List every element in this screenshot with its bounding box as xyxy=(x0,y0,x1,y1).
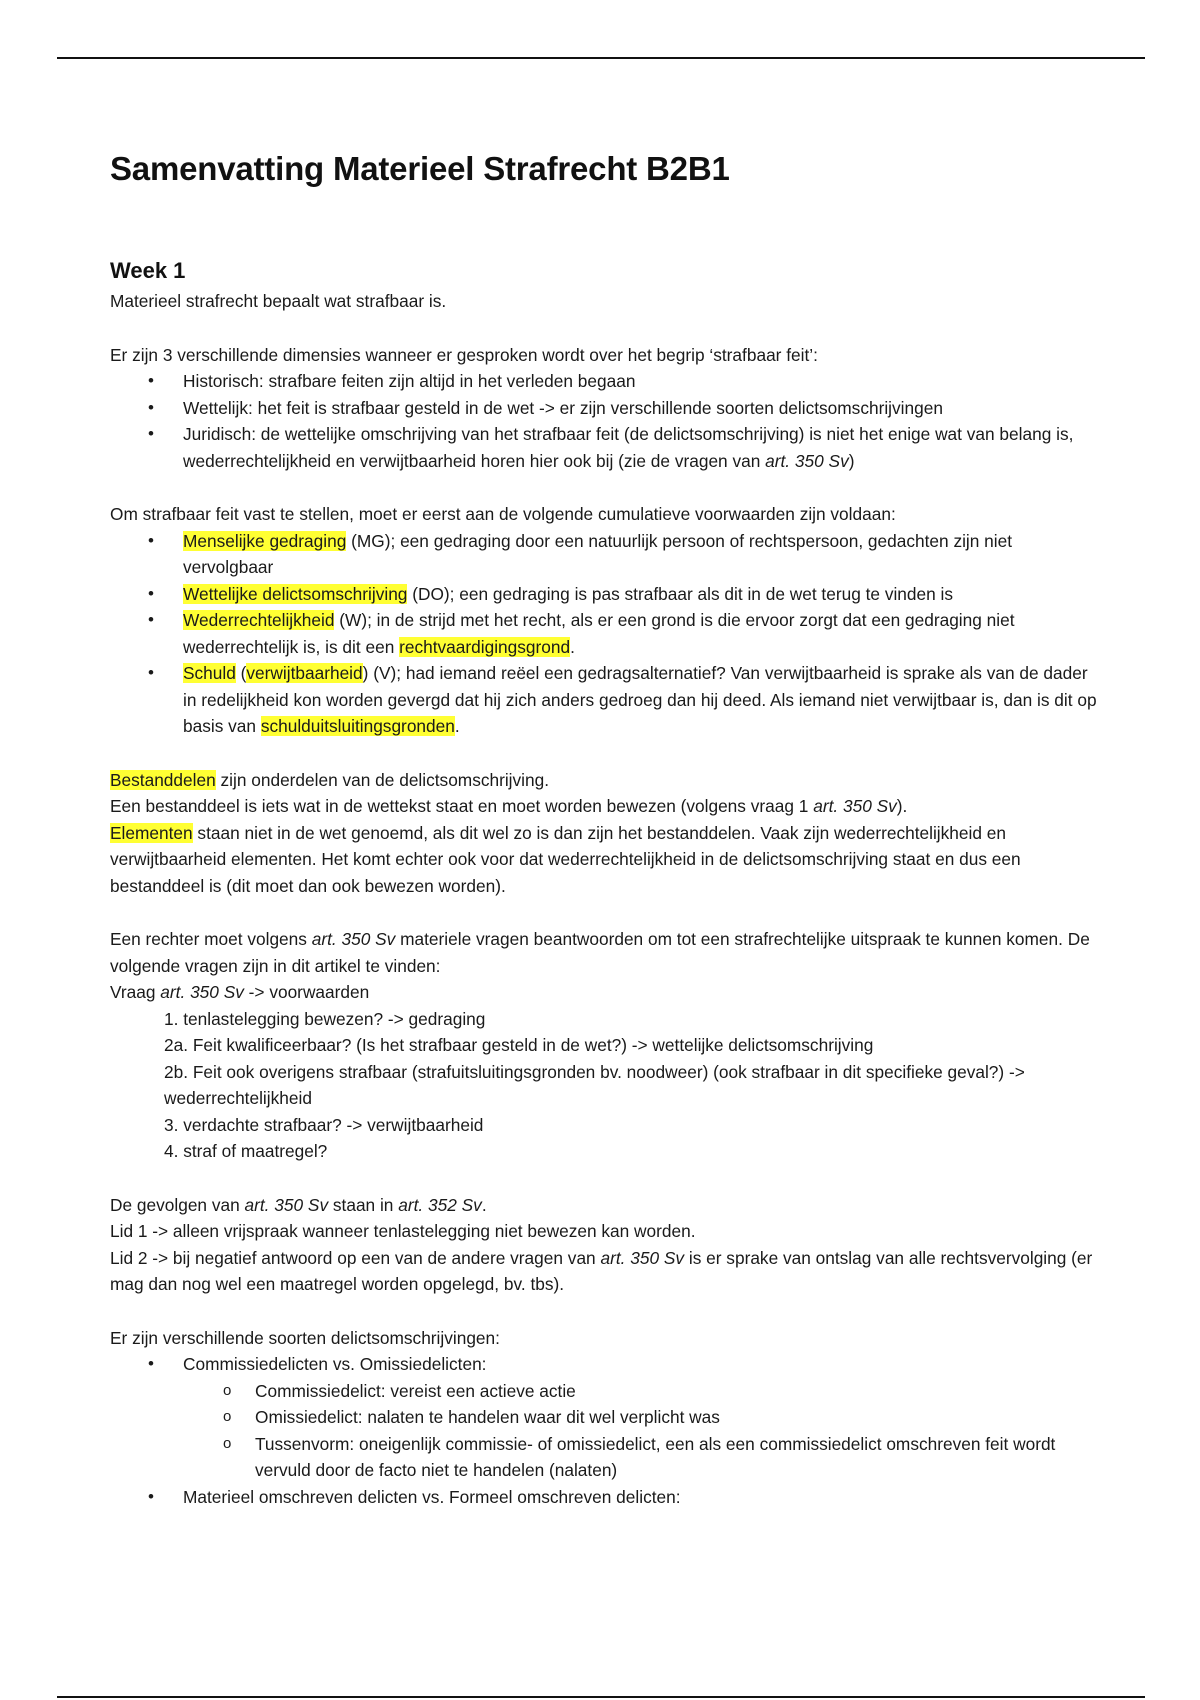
dimensions-list xyxy=(110,368,1100,474)
highlight-term: Wettelijke delictsomschrijving xyxy=(183,583,408,604)
lid-2: Lid 2 -> bij negatief antwoord op een van de andere vragen van art. 350 Sv is er sprake van ontslag van alle rechtsvervolging (er mag dan nog wel een maatregel worden opgelegd, bv. tbs). xyxy=(110,1247,1093,1294)
bestanddelen-paragraph: Bestanddelen zijn onderdelen van de delictsomschrijving. xyxy=(110,769,550,790)
bottom-rule xyxy=(57,1696,1145,1698)
sub-list-item: o Commissiedelict: vereist een actieve actie xyxy=(183,1378,1100,1405)
list-item: • Historisch: strafbare feiten zijn altijd in het verleden begaan xyxy=(110,368,1100,395)
question-item: 1. tenlastelegging bewezen? -> gedraging xyxy=(164,1008,486,1029)
sub-list xyxy=(183,1378,1100,1484)
bestanddeel-definition: Een bestanddeel is iets wat in de wettekst staat en moet worden bewezen (volgens vraag 1 art. 350 Sv). xyxy=(110,796,908,816)
highlight-term: Wederrechtelijkheid xyxy=(183,610,335,630)
soorten-lead: Er zijn verschillende soorten delictsomschrijvingen: xyxy=(110,1327,500,1348)
intro-paragraph: Materieel strafrecht bepaalt wat strafbaar is. xyxy=(110,291,447,311)
question-item: 4. straf of maatregel? xyxy=(164,1141,328,1161)
list-item: • Wettelijke delictsomschrijving (DO); een gedraging is pas strafbaar als dit in de wet terug te vinden is xyxy=(110,581,1100,608)
document-page xyxy=(110,150,1100,1510)
list-item: • Wederrechtelijkheid (W); in de strijd met het recht, als er een grond is die ervoor zorgt dat een gedraging niet wederrechtelijk is, is dit een rechtvaardigingsgrond. xyxy=(110,607,1100,660)
list-item: • Menselijke gedraging (MG); een gedraging door een natuurlijk persoon of rechtspersoon, gedachten zijn niet vervolgbaar xyxy=(110,528,1100,581)
document-title: Samenvatting Materieel Strafrecht B2B1 xyxy=(110,150,730,187)
conditions-lead: Om strafbaar feit vast te stellen, moet er eerst aan de volgende cumulatieve voorwaarden zijn voldaan: xyxy=(110,504,896,524)
list-item: • Schuld (verwijtbaarheid) (V); had iemand reëel een gedragsalternatief? Van verwijtbaarheid is sprake als van de dader in redelijkheid kon worden gevergd dat hij zich anders gedroeg dan hij deed. Als iemand niet verwijtbaar is, dan is dit op basis van schulduitsluitingsgronden. xyxy=(110,660,1100,740)
list-item: • Materieel omschreven delicten vs. Formeel omschreven delicten: xyxy=(110,1484,1100,1511)
list-item: • Juridisch: de wettelijke omschrijving van het strafbaar feit (de delictsomschrijving) is niet het enige wat van belang is, wederrechtelijkheid en verwijtbaarheid horen hier ook bij (zie de vragen van art. 350 Sv) xyxy=(110,421,1100,474)
top-rule xyxy=(57,57,1145,59)
highlight-term: Menselijke gedraging xyxy=(183,530,347,551)
sub-list-item: o Tussenvorm: oneigenlijk commissie- of omissiedelict, een als een commissiedelict omschreven feit wordt vervuld door de facto niet te handelen (nalaten) xyxy=(183,1431,1100,1484)
highlight-term: Schuld xyxy=(183,663,236,683)
sub-list-item: o Omissiedelict: nalaten te handelen waar dit wel verplicht was xyxy=(183,1404,1100,1431)
week-heading: Week 1 xyxy=(110,258,186,283)
questions-lead: Een rechter moet volgens art. 350 Sv materiele vragen beantwoorden om tot een strafrechtelijke uitspraak te kunnen komen. De volgende vragen zijn in dit artikel te vinden: xyxy=(110,929,1090,976)
conditions-list xyxy=(110,528,1100,740)
soorten-list xyxy=(110,1351,1100,1510)
highlight-term: Bestanddelen xyxy=(110,769,216,790)
list-item: • Wettelijk: het feit is strafbaar gesteld in de wet -> er zijn verschillende soorten delictsomschrijvingen xyxy=(110,395,1100,422)
highlight-term: schulduitsluitingsgronden xyxy=(260,716,455,736)
question-item: 2b. Feit ook overigens strafbaar (strafuitsluitingsgronden bv. noodweer) (ook strafbaar in dit specifieke geval?) -> wederrechtelijkheid xyxy=(164,1061,1025,1108)
highlight-term: Elementen xyxy=(110,822,193,843)
highlight-term: rechtvaardigingsgrond xyxy=(399,636,571,657)
gevolgen-lead: De gevolgen van art. 350 Sv staan in art. 352 Sv. xyxy=(110,1194,487,1215)
lid-1: Lid 1 -> alleen vrijspraak wanneer tenlastelegging niet bewezen kan worden. xyxy=(110,1221,696,1241)
question-item: 2a. Feit kwalificeerbaar? (Is het strafbaar gesteld in de wet?) -> wettelijke delictsomschrijving xyxy=(164,1035,874,1055)
vraag-line: Vraag art. 350 Sv -> voorwaarden xyxy=(110,982,370,1002)
elementen-paragraph: Elementen staan niet in de wet genoemd, als dit wel zo is dan zijn het bestanddelen. Vaak zijn wederrechtelijkheid en verwijtbaarheid elementen. Het komt echter ook voor dat wederrechtelijkheid in de delictsomschrijving staat en dus een bestanddeel is (dit moet dan ook bewezen worden). xyxy=(110,822,1021,896)
highlight-term: verwijtbaarheid xyxy=(246,663,363,683)
list-item: • Commissiedelicten vs. Omissiedelicten: o Commissiedelict: vereist een actieve actie o Omissiedelict: nalaten te handelen waar dit wel verplicht was o Tussenvorm: oneigenlijk commissie- of omissiedelict, een als een commissiedelict omschreven feit wordt vervuld door de facto niet te handelen (nalaten) xyxy=(110,1351,1100,1484)
dimensions-lead: Er zijn 3 verschillende dimensies wanneer er gesproken wordt over het begrip ‘strafbaar feit’: xyxy=(110,344,818,365)
question-item: 3. verdachte strafbaar? -> verwijtbaarheid xyxy=(164,1114,484,1135)
